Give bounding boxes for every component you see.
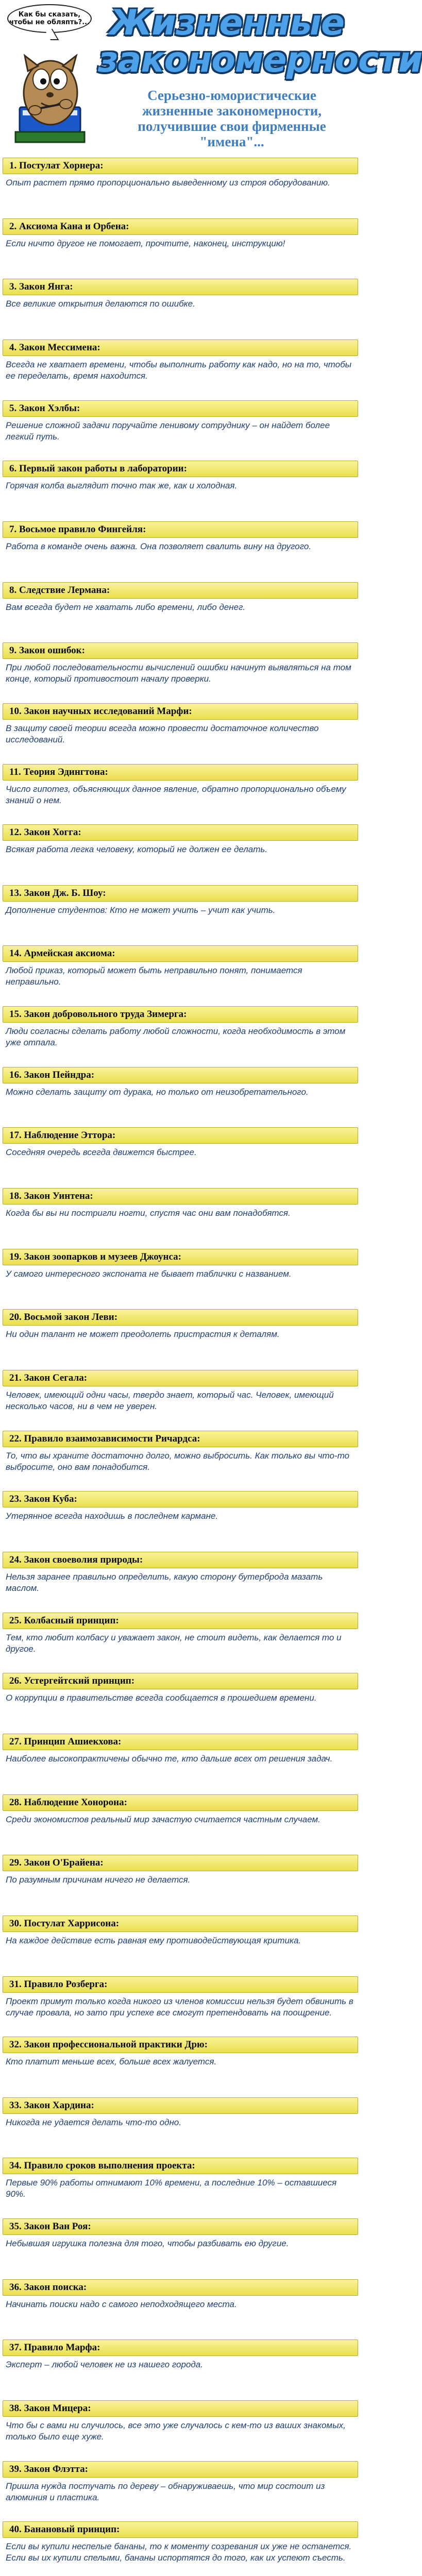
law-text: Люди согласны сделать работу любой сложности, когда необходимость в этом уже отпала. [6, 1026, 346, 1047]
law-title: 28. Наблюдение Хонорона: [3, 1794, 358, 1811]
law-title: 27. Принцип Ашиекхова: [3, 1734, 358, 1750]
law-title: 30. Постулат Харрисона: [3, 1916, 358, 1932]
law-text: Нельзя заранее правильно определить, какую сторону бутерброда мазать маслом. [6, 1572, 323, 1593]
law-item [3, 2400, 358, 2443]
law-title: 3. Закон Янга: [3, 279, 358, 295]
law-item [3, 764, 358, 806]
law-text: Работа в команде очень важна. Она позволяет свалить вину на другого. [6, 541, 311, 551]
law-title: 17. Наблюдение Эттора: [3, 1127, 358, 1144]
law-title: 26. Устергейтский принцип: [3, 1673, 358, 1689]
law-item [3, 1188, 358, 1219]
law-item [3, 2097, 358, 2128]
law-item [3, 2461, 358, 2503]
law-title: 36. Закон поиска: [3, 2279, 358, 2296]
law-item [3, 642, 358, 685]
law-text: По разумным причинам ничего не делается. [6, 1875, 191, 1885]
law-title: 34. Правило сроков выполнения проекта: [3, 2158, 358, 2174]
law-text: Решение сложной задачи поручайте ленивому сотруднику – он найдет более легкий путь. [6, 420, 330, 442]
law-item [3, 1976, 358, 2019]
law-item [3, 1431, 358, 1473]
law-item [3, 703, 358, 745]
law-item [3, 1552, 358, 1594]
law-text: Тем, кто любит колбасу и уважает закон, не стоит видеть, как делается то и другое. [6, 1633, 342, 1654]
law-title: 33. Закон Хардина: [3, 2097, 358, 2114]
law-item [3, 2158, 358, 2200]
law-text: Если ничто другое не помогает, прочтите, наконец, инструкцию! [6, 239, 285, 248]
law-text: Кто платит меньше всех, больше всех жалуется. [6, 2057, 217, 2066]
law-item [3, 1734, 358, 1765]
law-text: Всякая работа легка человеку, который не должен ее делать. [6, 844, 268, 854]
law-item [3, 279, 358, 310]
page-title [98, 3, 422, 81]
law-title: 22. Правило взаимозависимости Ричардса: [3, 1431, 358, 1447]
law-item [3, 1127, 358, 1158]
law-item [3, 1006, 358, 1048]
law-text: Эксперт – любой человек не из нашего города. [6, 2360, 203, 2369]
law-text: Можно сделать защиту от дурака, но только от неизобретательного. [6, 1087, 309, 1097]
law-title: 11. Теория Эдингтона: [3, 764, 358, 781]
law-text: Соседняя очередь всегда движется быстрее. [6, 1147, 197, 1157]
law-item [3, 885, 358, 916]
law-item [3, 2521, 358, 2564]
page-title-line1: Жизненные [109, 3, 345, 43]
law-item [3, 461, 358, 492]
law-text: У самого интересного экспоната не бывает таблички с названием. [6, 1269, 292, 1279]
page-title-line2: закономерности [98, 40, 422, 80]
speech-bubble-text: Как бы сказать, чтобы не обляпть?... [9, 11, 90, 26]
law-text: Если вы купили неспелые бананы, то к моменту созревания их уже не останется. Если вы их купили спелыми, бананы испортятся до того, как их успеют съесть. [6, 2541, 352, 2563]
law-text: Что бы с вами ни случилось, все это уже случалось с кем-то из ваших знакомых, только было еще хуже. [6, 2420, 346, 2442]
law-title: 39. Закон Флэтта: [3, 2461, 358, 2478]
law-item [3, 1916, 358, 1946]
law-item [3, 1491, 358, 1522]
law-title: 32. Закон профессиональной практики Дрю: [3, 2037, 358, 2053]
law-text: Никогда не удается делать что-то одно. [6, 2117, 181, 2127]
law-text: Первые 90% работы отнимают 10% времени, а последние 10% – оставшиеся 90%. [6, 2178, 337, 2199]
law-item [3, 2340, 358, 2370]
header [0, 0, 422, 155]
law-title: 6. Первый закон работы в лаборатории: [3, 461, 358, 477]
law-text: Ни один талант не может преодолеть пристрастия к деталям. [6, 1329, 280, 1339]
law-title: 37. Правило Марфа: [3, 2340, 358, 2356]
law-item [3, 1855, 358, 1886]
law-title: 10. Закон научных исследований Марфи: [3, 703, 358, 720]
law-text: При любой последовательности вычислений ошибки начинут выявляться на том конце, который противостоит началу проверки. [6, 663, 351, 684]
law-text: Горячая колба выглядит точно так же, как и холодная. [6, 481, 238, 490]
law-title: 20. Восьмой закон Леви: [3, 1309, 358, 1326]
law-title: 5. Закон Хэлбы: [3, 400, 358, 417]
law-text: То, что вы храните достаточно долго, можно выбросить. Как только вы что-то выбросите, оно вам понадобится. [6, 1451, 350, 1472]
law-title: 18. Закон Уинтена: [3, 1188, 358, 1205]
law-text: В защиту своей теории всегда можно провести достаточное количество исследований. [6, 723, 319, 744]
law-title: 15. Закон добровольного труда Зимерга: [3, 1006, 358, 1023]
law-item [3, 1794, 358, 1825]
law-item [3, 1067, 358, 1098]
law-title: 35. Закон Ван Роя: [3, 2218, 358, 2235]
law-text: Все великие открытия делаются по ошибке. [6, 299, 195, 309]
law-title: 4. Закон Мессимена: [3, 340, 358, 356]
law-text: Число гипотез, объясняющих данное явление, обратно пропорционально объему знаний о нем. [6, 784, 346, 805]
law-title: 2. Аксиома Кана и Орбена: [3, 218, 358, 235]
law-item [3, 582, 358, 613]
law-title: 13. Закон Дж. Б. Шоу: [3, 885, 358, 902]
law-item [3, 1370, 358, 1412]
law-title: 19. Закон зоопарков и музеев Джоунса: [3, 1249, 358, 1265]
law-text: Среди экономистов реальный мир зачастую считается частным случаем. [6, 1815, 320, 1824]
law-text: Пришла нужда постучать по дереву – обнаруживаешь, что мир состоит из алюминия и пластика. [6, 2481, 325, 2502]
law-title: 24. Закон своеволия природы: [3, 1552, 358, 1568]
law-title: 8. Следствие Лермана: [3, 582, 358, 599]
law-title: 29. Закон О'Брайена: [3, 1855, 358, 1871]
law-text: Всегда не хватает времени, чтобы выполнить работу как надо, но на то, чтобы ее переделать, время находится. [6, 360, 352, 381]
page-subtitle: Серьезно-юмористические жизненные закономерности, получившие свои фирменные "имена"... [138, 88, 326, 149]
law-item [3, 1673, 358, 1704]
law-title: 38. Закон Мицера: [3, 2400, 358, 2417]
law-text: Человек, имеющий одни часы, твердо знает, который час. Человек, имеющий несколько часов, ни в чем не уверен. [6, 1390, 334, 1411]
mascot-illustration [5, 41, 93, 144]
law-title: 23. Закон Куба: [3, 1491, 358, 1507]
law-item [3, 218, 358, 249]
law-item [3, 158, 358, 189]
law-title: 9. Закон ошибок: [3, 642, 358, 659]
law-item [3, 1249, 358, 1280]
law-title: 31. Правило Розберга: [3, 1976, 358, 1993]
law-item [3, 340, 358, 382]
law-text: Дополнение студентов: Кто не может учить – учит как учить. [6, 905, 276, 915]
law-item [3, 1309, 358, 1340]
law-text: На каждое действие есть равная ему противодействующая критика. [6, 1936, 301, 1945]
law-item [3, 824, 358, 855]
law-item [3, 2037, 358, 2067]
law-text: Небывшая игрушка полезна для того, чтобы разбивать ею другие. [6, 2239, 289, 2248]
law-title: 14. Армейская аксиома: [3, 945, 358, 962]
law-text: Вам всегда будет не хватать либо времени, либо денег. [6, 602, 246, 612]
law-item [3, 945, 358, 988]
law-text: Начинать поиски надо с самого неподходящего места. [6, 2299, 237, 2309]
law-item [3, 1613, 358, 1655]
law-text: Проект примут только когда никого из членов комиссии нельзя будет обвинить в случае провала, но зато при успехе все смогут претендовать на поощрение. [6, 1996, 353, 2018]
law-title: 21. Закон Сегала: [3, 1370, 358, 1386]
law-title: 7. Восьмое правило Фингейля: [3, 521, 358, 538]
law-title: 25. Колбасный принцип: [3, 1613, 358, 1629]
law-text: Любой приказ, который может быть неправильно понят, понимается неправильно. [6, 965, 302, 987]
law-text: Утерянное всегда находишь в последнем кармане. [6, 1511, 218, 1521]
law-title: 12. Закон Хогга: [3, 824, 358, 841]
law-item [3, 2279, 358, 2310]
law-item [3, 2218, 358, 2249]
law-title: 40. Банановый принцип: [3, 2521, 358, 2538]
law-item [3, 521, 358, 552]
law-title: 16. Закон Пейндра: [3, 1067, 358, 1083]
law-item [3, 400, 358, 443]
law-text: Когда бы вы ни постригли ногти, спустя час они вам понадобятся. [6, 1208, 291, 1218]
law-text: Опыт растет прямо пропорционально выведенному из строя оборудованию. [6, 178, 330, 188]
law-text: О коррупции в правительстве всегда сообщается в прошедшем времени. [6, 1693, 317, 1703]
law-text: Наиболее высокопрактичены обычно те, кто дальше всех от решения задач. [6, 1754, 333, 1764]
law-title: 1. Постулат Хорнера: [3, 158, 358, 174]
